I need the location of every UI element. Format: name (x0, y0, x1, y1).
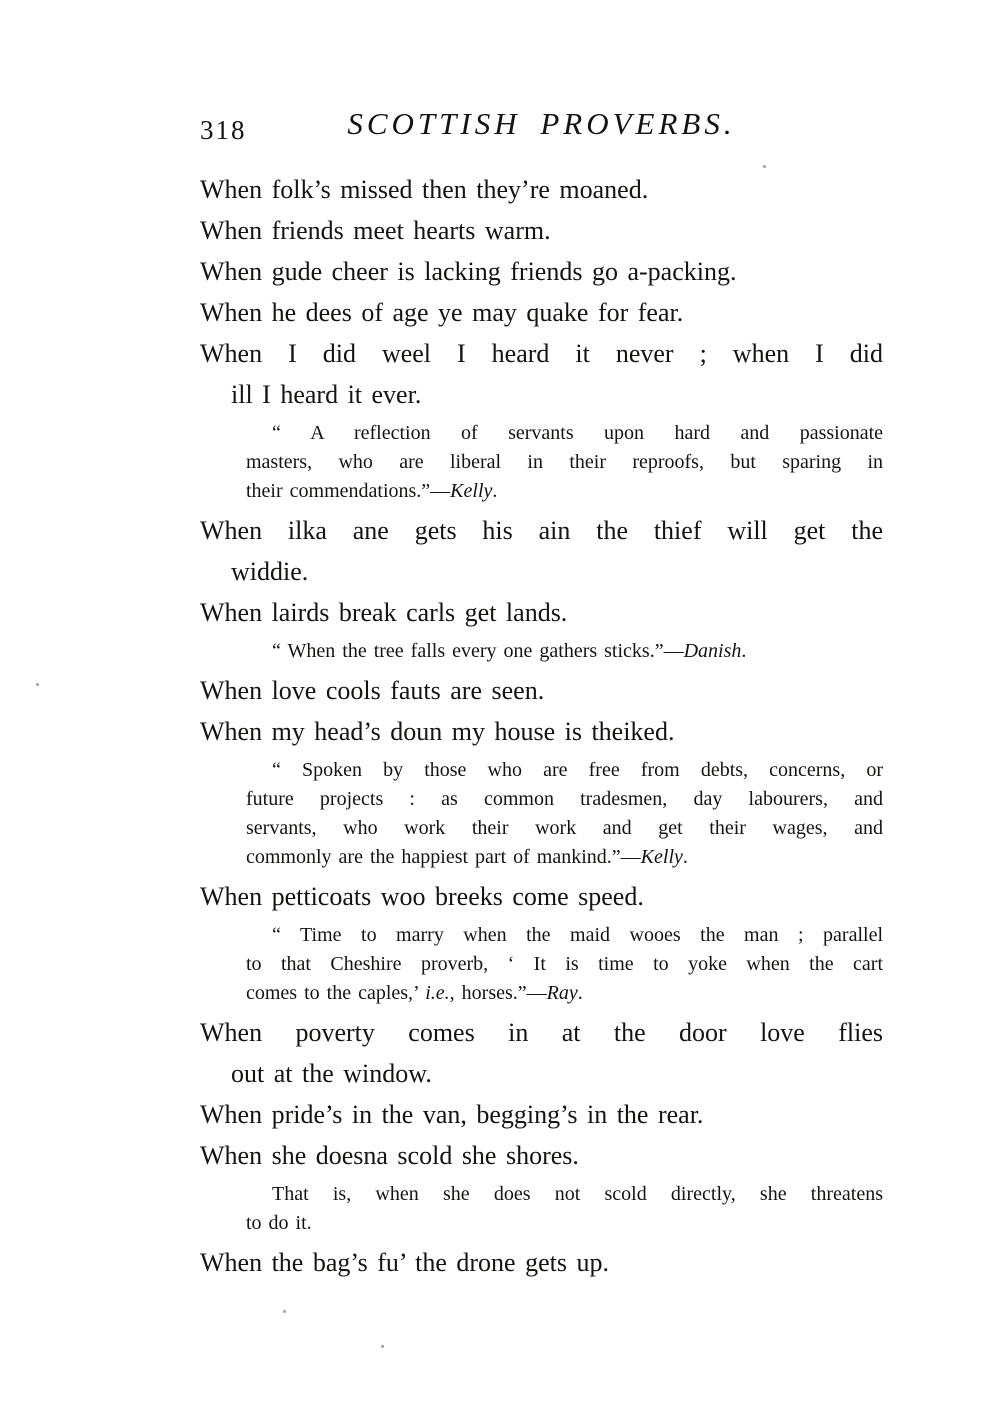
note-line (246, 448, 883, 477)
proverbs-list (200, 169, 883, 1283)
scan-speck (381, 1345, 384, 1348)
text-segment: to do it. (246, 1212, 312, 1234)
note-entry (200, 1180, 883, 1238)
text-segment: future projects : as common tradesmen, day labourers, and (246, 788, 883, 810)
text-segment: “ A reflection of servants upon hard and passionate (272, 422, 883, 444)
note-line (246, 477, 883, 506)
proverb-entry (200, 1242, 883, 1283)
proverb-entry (200, 292, 883, 333)
text-segment: When pride’s in the van, begging’s in the rear. (200, 1100, 704, 1129)
note-line (246, 419, 883, 448)
proverb-line (200, 292, 883, 333)
proverb-entry (200, 711, 883, 752)
text-segment: , horses.”— (449, 982, 547, 1004)
text-segment: out at the window. (231, 1059, 432, 1088)
note-entry (200, 419, 883, 506)
proverb-line (200, 711, 883, 752)
note-line (246, 979, 883, 1008)
proverb-line (200, 670, 883, 711)
proverb-line (200, 1053, 883, 1094)
proverb-entry (200, 251, 883, 292)
text-segment: servants, who work their work and get their wages, and (246, 817, 883, 839)
proverb-line (200, 374, 883, 415)
proverb-line (200, 210, 883, 251)
text-segment: to that Cheshire proverb, ‘ It is time to yoke when the cart (246, 953, 883, 975)
page-number: 318 (200, 115, 247, 145)
text-segment: When poverty comes in at the door love flies (200, 1018, 883, 1047)
note-entry (200, 637, 883, 666)
proverb-line (200, 1012, 883, 1053)
text-segment: masters, who are liberal in their reproofs, but sparing in (246, 451, 883, 473)
note-line (246, 921, 883, 950)
proverb-entry (200, 169, 883, 210)
note-line (246, 637, 883, 666)
source-attribution: Kelly (640, 846, 683, 868)
proverb-entry (200, 333, 883, 415)
text-segment: “ Time to marry when the maid wooes the man ; parallel (272, 924, 883, 946)
text-segment: That is, when she does not scold directly, she threatens (272, 1183, 883, 1205)
proverb-entry (200, 670, 883, 711)
text-segment: . (682, 846, 688, 868)
text-segment: their commendations.”— (246, 480, 451, 502)
text-segment: When petticoats woo breeks come speed. (200, 882, 644, 911)
scan-speck (763, 165, 766, 168)
text-segment: When he dees of age ye may quake for fear. (200, 298, 684, 327)
text-segment: When I did weel I heard it never ; when I did (200, 339, 883, 368)
note-line (246, 843, 883, 872)
text-segment: When she doesna scold she shores. (200, 1141, 579, 1170)
proverb-line (200, 251, 883, 292)
note-entry (200, 921, 883, 1008)
proverb-entry (200, 876, 883, 917)
text-segment: commonly are the happiest part of mankind.”— (246, 846, 641, 868)
running-title: SCOTTISH PROVERBS. (347, 106, 736, 141)
proverb-entry (200, 592, 883, 633)
proverb-line (200, 551, 883, 592)
note-line (246, 785, 883, 814)
proverb-entry (200, 1094, 883, 1135)
text-segment: “ When the tree falls every one gathers sticks.”— (272, 640, 684, 662)
text-segment: When folk’s missed then they’re moaned. (200, 175, 649, 204)
source-attribution: Danish (683, 640, 742, 662)
source-attribution: Kelly (450, 480, 493, 502)
text-segment: When gude cheer is lacking friends go a-packing. (200, 257, 737, 286)
note-entry (200, 756, 883, 872)
source-attribution: i.e. (425, 982, 450, 1004)
proverb-entry (200, 1135, 883, 1176)
proverb-entry (200, 510, 883, 592)
proverb-line (200, 1135, 883, 1176)
text-segment: . (492, 480, 498, 502)
scan-speck (36, 683, 39, 686)
proverb-line (200, 876, 883, 917)
text-segment: ill I heard it ever. (231, 380, 422, 409)
proverb-entry (200, 210, 883, 251)
text-segment: When the bag’s fu’ the drone gets up. (200, 1248, 609, 1277)
proverb-line (200, 1242, 883, 1283)
proverb-line (200, 1094, 883, 1135)
text-segment: . (741, 640, 747, 662)
source-attribution: Ray (546, 982, 578, 1004)
text-segment: . (577, 982, 583, 1004)
proverb-entry (200, 1012, 883, 1094)
note-line (246, 814, 883, 843)
proverb-line (200, 592, 883, 633)
note-line (246, 950, 883, 979)
note-line (246, 1209, 883, 1238)
note-line (246, 756, 883, 785)
text-segment: When friends meet hearts warm. (200, 216, 551, 245)
proverb-line (200, 169, 883, 210)
text-segment: When lairds break carls get lands. (200, 598, 568, 627)
proverb-line (200, 510, 883, 551)
page-header (200, 106, 883, 150)
text-segment: When my head’s doun my house is theiked. (200, 717, 675, 746)
text-segment: “ Spoken by those who are free from debts, concerns, or (272, 759, 883, 781)
scan-speck (283, 1310, 286, 1313)
text-segment: widdie. (231, 557, 309, 586)
note-line (246, 1180, 883, 1209)
text-segment: When love cools fauts are seen. (200, 676, 545, 705)
proverb-line (200, 333, 883, 374)
text-segment: When ilka ane gets his ain the thief will get the (200, 516, 883, 545)
text-segment: comes to the caples,’ (246, 982, 426, 1004)
